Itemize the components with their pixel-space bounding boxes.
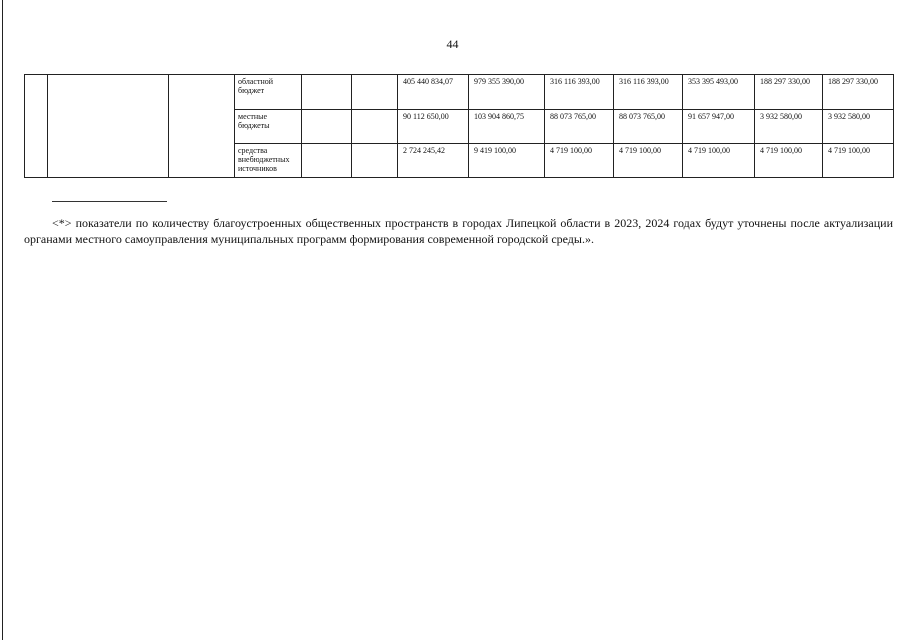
empty-cell	[169, 75, 235, 178]
funding-source-cell: областной бюджет	[235, 75, 302, 110]
empty-cell	[352, 75, 398, 110]
empty-cell	[25, 75, 48, 178]
amount-cell: 405 440 834,07	[398, 75, 469, 110]
amount-cell: 979 355 390,00	[469, 75, 545, 110]
empty-cell	[352, 144, 398, 178]
amount-cell: 103 904 860,75	[469, 110, 545, 144]
empty-cell	[352, 110, 398, 144]
footnote-text: <*> показатели по количеству благоустроенных общественных пространств в городах Липецкой области в 2023, 2024 годах будут уточнены после актуализации органами местного самоуправления муниципальных программ формирования современной городской среды.».	[24, 216, 893, 246]
amount-cell: 3 932 580,00	[755, 110, 823, 144]
amount-cell: 91 657 947,00	[683, 110, 755, 144]
amount-cell: 188 297 330,00	[755, 75, 823, 110]
page-number: 44	[446, 37, 459, 51]
amount-cell: 353 395 493,00	[683, 75, 755, 110]
page-left-edge-rule	[2, 0, 3, 640]
amount-cell: 4 719 100,00	[545, 144, 614, 178]
empty-cell	[302, 110, 352, 144]
footnote-separator	[52, 201, 167, 202]
amount-cell: 4 719 100,00	[683, 144, 755, 178]
amount-cell: 88 073 765,00	[545, 110, 614, 144]
amount-cell: 188 297 330,00	[823, 75, 894, 110]
amount-cell: 4 719 100,00	[823, 144, 894, 178]
budget-table	[24, 74, 894, 178]
amount-cell: 4 719 100,00	[755, 144, 823, 178]
amount-cell: 316 116 393,00	[545, 75, 614, 110]
funding-source-cell: средства внебюджетных источников	[235, 144, 302, 178]
table-row	[25, 75, 894, 110]
amount-cell: 90 112 650,00	[398, 110, 469, 144]
amount-cell: 88 073 765,00	[614, 110, 683, 144]
amount-cell: 3 932 580,00	[823, 110, 894, 144]
empty-cell	[302, 144, 352, 178]
amount-cell: 2 724 245,42	[398, 144, 469, 178]
amount-cell: 4 719 100,00	[614, 144, 683, 178]
amount-cell: 316 116 393,00	[614, 75, 683, 110]
empty-cell	[302, 75, 352, 110]
amount-cell: 9 419 100,00	[469, 144, 545, 178]
empty-cell	[48, 75, 169, 178]
funding-source-cell: местные бюджеты	[235, 110, 302, 144]
